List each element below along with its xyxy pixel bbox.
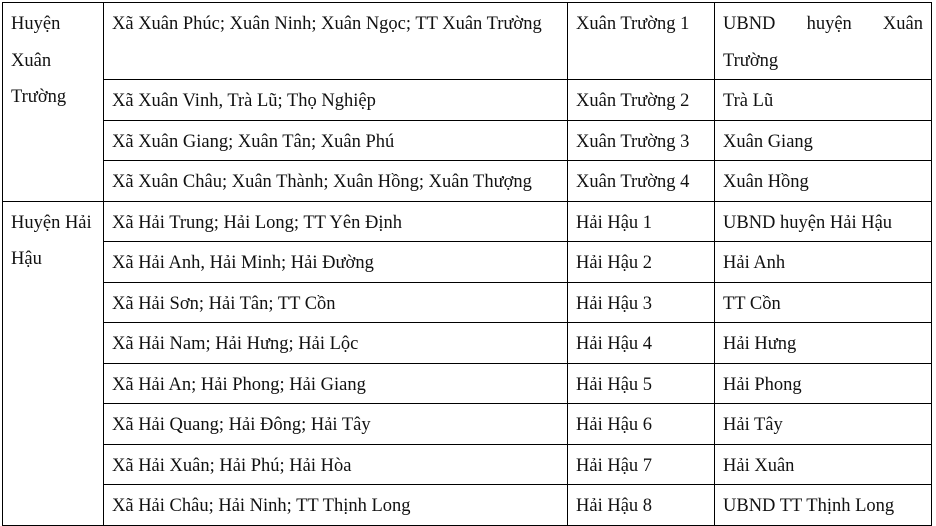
table-row bbox=[3, 323, 932, 364]
table-row bbox=[3, 363, 932, 404]
area-name-cell: Xuân Trường 3 bbox=[568, 120, 715, 161]
area-name-cell: Xuân Trường 1 bbox=[568, 3, 715, 80]
table-row bbox=[3, 404, 932, 445]
location-cell: Hải Phong bbox=[715, 363, 932, 404]
area-name-cell: Hải Hậu 4 bbox=[568, 323, 715, 364]
location-cell: TT Cồn bbox=[715, 282, 932, 323]
location-cell: Hải Hưng bbox=[715, 323, 932, 364]
communes-cell: Xã Xuân Phúc; Xuân Ninh; Xuân Ngọc; TT Xuân Trường bbox=[104, 3, 568, 80]
communes-cell: Xã Hải Xuân; Hải Phú; Hải Hòa bbox=[104, 444, 568, 485]
area-name-cell: Hải Hậu 1 bbox=[568, 201, 715, 242]
communes-cell: Xã Xuân Châu; Xuân Thành; Xuân Hồng; Xuân Thượng bbox=[104, 161, 568, 202]
communes-cell: Xã Xuân Vinh, Trà Lũ; Thọ Nghiệp bbox=[104, 80, 568, 121]
location-cell: Xuân Giang bbox=[715, 120, 932, 161]
location-cell: UBND huyện Xuân Trường bbox=[715, 3, 932, 80]
table-body bbox=[3, 3, 932, 526]
communes-cell: Xã Hải Anh, Hải Minh; Hải Đường bbox=[104, 242, 568, 283]
table-row bbox=[3, 3, 932, 80]
table-row bbox=[3, 242, 932, 283]
area-name-cell: Xuân Trường 4 bbox=[568, 161, 715, 202]
area-name-cell: Hải Hậu 3 bbox=[568, 282, 715, 323]
communes-cell: Xã Hải An; Hải Phong; Hải Giang bbox=[104, 363, 568, 404]
area-name-cell: Xuân Trường 2 bbox=[568, 80, 715, 121]
district-cell: Huyện Xuân Trường bbox=[3, 3, 104, 202]
area-name-cell: Hải Hậu 7 bbox=[568, 444, 715, 485]
communes-cell: Xã Hải Châu; Hải Ninh; TT Thịnh Long bbox=[104, 485, 568, 526]
location-cell: UBND huyện Hải Hậu bbox=[715, 201, 932, 242]
area-name-cell: Hải Hậu 8 bbox=[568, 485, 715, 526]
communes-cell: Xã Hải Nam; Hải Hưng; Hải Lộc bbox=[104, 323, 568, 364]
commune-grouping-table bbox=[2, 2, 932, 526]
communes-cell: Xã Hải Quang; Hải Đông; Hải Tây bbox=[104, 404, 568, 445]
location-cell: Hải Anh bbox=[715, 242, 932, 283]
communes-cell: Xã Hải Trung; Hải Long; TT Yên Định bbox=[104, 201, 568, 242]
table-row bbox=[3, 485, 932, 526]
table-row bbox=[3, 444, 932, 485]
communes-cell: Xã Hải Sơn; Hải Tân; TT Cồn bbox=[104, 282, 568, 323]
table-row bbox=[3, 80, 932, 121]
area-name-cell: Hải Hậu 2 bbox=[568, 242, 715, 283]
table-row bbox=[3, 282, 932, 323]
location-cell: UBND TT Thịnh Long bbox=[715, 485, 932, 526]
location-cell: Hải Tây bbox=[715, 404, 932, 445]
location-cell: Hải Xuân bbox=[715, 444, 932, 485]
location-cell: Trà Lũ bbox=[715, 80, 932, 121]
table-row bbox=[3, 161, 932, 202]
table-row bbox=[3, 201, 932, 242]
location-cell: Xuân Hồng bbox=[715, 161, 932, 202]
district-cell: Huyện Hải Hậu bbox=[3, 201, 104, 525]
communes-cell: Xã Xuân Giang; Xuân Tân; Xuân Phú bbox=[104, 120, 568, 161]
area-name-cell: Hải Hậu 6 bbox=[568, 404, 715, 445]
area-name-cell: Hải Hậu 5 bbox=[568, 363, 715, 404]
table-row bbox=[3, 120, 932, 161]
